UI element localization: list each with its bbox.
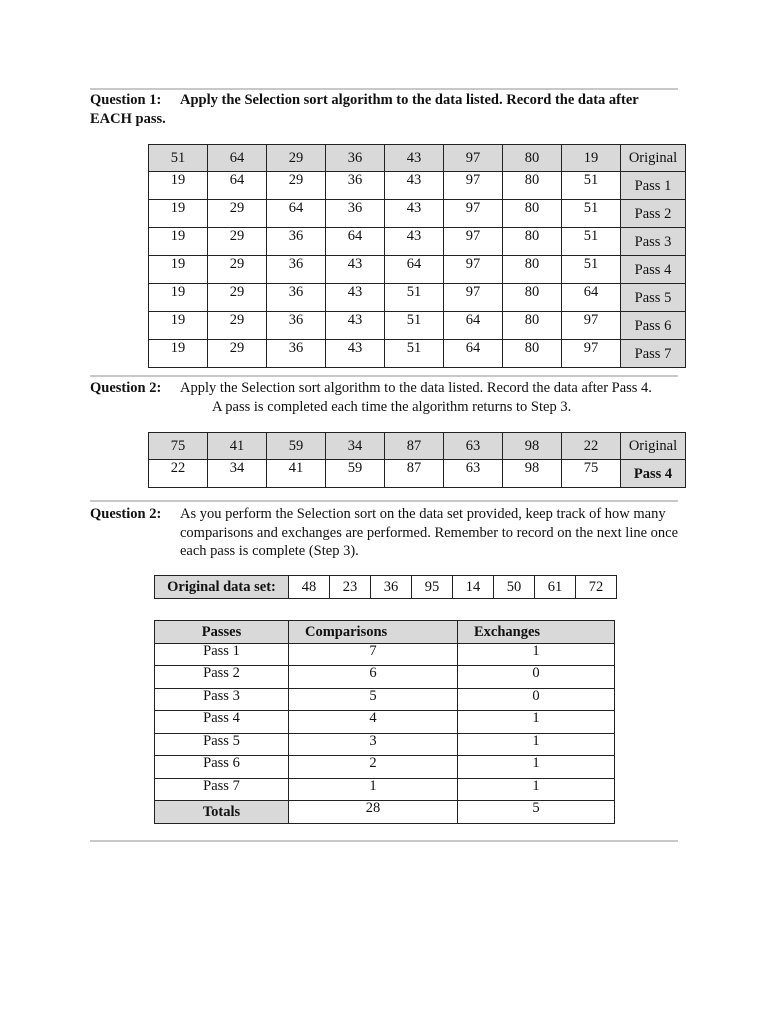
table-cell: 36 [326,145,385,172]
table-cell: 48 [289,576,330,599]
table-cell: 2 [289,756,458,779]
table-row [149,145,686,172]
table-cell: 80 [503,340,562,368]
dataset-label: Original data set: [155,576,289,599]
table-cell: 50 [494,576,535,599]
table-cell: 19 [149,228,208,256]
row-label: Pass 1 [621,172,686,200]
table-cell: 43 [385,172,444,200]
question-2-line-1: Apply the Selection sort algorithm to the data listed. Record the data after Pass 4. [180,380,652,396]
table-row [155,666,615,689]
column-header: Comparisons [289,621,458,644]
question-1-text: Apply the Selection sort algorithm to the data listed. Record the data after EACH pass. [90,92,639,127]
table-cell: 98 [503,460,562,488]
question-2-label: Question 2: [90,380,162,396]
table-cell: 63 [444,433,503,460]
table-cell: 97 [444,145,503,172]
table-cell: 75 [562,460,621,488]
table-cell: 97 [444,172,503,200]
table-row [155,576,617,599]
table-cell: 64 [326,228,385,256]
table-row [149,460,686,488]
table-cell: Pass 2 [155,666,289,689]
table-cell: 1 [458,756,615,779]
table-cell: 43 [326,284,385,312]
table-cell: 64 [208,145,267,172]
table-row [149,433,686,460]
column-header: Exchanges [458,621,615,644]
table-cell: 80 [503,200,562,228]
question-3-text: As you perform the Selection sort on the data set provided, keep track of how many comparisons and exchanges are performed. Remember to record on the next line once each pass is complete (Step 3). [180,506,679,559]
table-cell: 19 [562,145,621,172]
table-cell: 36 [267,312,326,340]
table-cell: 36 [267,284,326,312]
table-header-row [155,621,615,644]
totals-label: Totals [155,801,289,824]
table-cell: 36 [267,256,326,284]
table-cell: 23 [330,576,371,599]
row-label: Pass 5 [621,284,686,312]
question-1-table [148,144,686,368]
section-divider [90,500,678,502]
table-cell: 59 [267,433,326,460]
table-cell: 97 [444,200,503,228]
table-cell: 80 [503,228,562,256]
table-cell: Pass 1 [155,643,289,666]
table-cell: 1 [458,711,615,734]
table-cell: 43 [385,145,444,172]
table-cell: 3 [289,733,458,756]
table-cell: 43 [326,312,385,340]
table-cell: 1 [289,778,458,801]
table-cell: 51 [149,145,208,172]
top-divider [90,88,678,90]
table-cell: 4 [289,711,458,734]
totals-exchanges: 5 [458,801,615,824]
table-row [155,733,615,756]
table-row [155,711,615,734]
table-cell: 29 [267,172,326,200]
table-cell: 19 [149,172,208,200]
table-cell: 6 [289,666,458,689]
row-label: Pass 6 [621,312,686,340]
table-cell: 51 [385,284,444,312]
table-row [149,228,686,256]
table-cell: 29 [208,200,267,228]
table-cell: 43 [326,256,385,284]
table-cell: 64 [444,340,503,368]
table-cell: 0 [458,688,615,711]
table-cell: 51 [562,200,621,228]
table-cell: 29 [208,284,267,312]
table-cell: 51 [562,172,621,200]
row-label: Pass 4 [621,460,686,488]
table-cell: 22 [562,433,621,460]
table-cell: Pass 6 [155,756,289,779]
table-cell: Pass 7 [155,778,289,801]
table-cell: 87 [385,460,444,488]
table-row [149,312,686,340]
table-row [149,172,686,200]
table-cell: 97 [444,228,503,256]
table-cell: Pass 4 [155,711,289,734]
table-cell: 80 [503,145,562,172]
table-cell: 97 [444,256,503,284]
table-cell: 59 [326,460,385,488]
table-cell: 80 [503,284,562,312]
question-2-prompt [90,379,680,416]
table-cell: 43 [385,228,444,256]
totals-row [155,801,615,824]
table-cell: 1 [458,643,615,666]
table-cell: 51 [385,312,444,340]
table-cell: 36 [267,340,326,368]
table-cell: 29 [208,228,267,256]
question-3-prompt [90,505,680,561]
table-cell: Pass 3 [155,688,289,711]
table-cell: 64 [267,200,326,228]
table-row [155,756,615,779]
table-cell: 36 [267,228,326,256]
table-cell: 29 [208,340,267,368]
table-cell: 36 [326,172,385,200]
table-cell: 51 [562,228,621,256]
table-cell: 0 [458,666,615,689]
table-cell: 75 [149,433,208,460]
table-cell: 19 [149,284,208,312]
table-cell: 43 [385,200,444,228]
table-cell: Pass 5 [155,733,289,756]
table-row [155,643,615,666]
table-cell: 22 [149,460,208,488]
table-cell: 63 [444,460,503,488]
table-cell: 41 [267,460,326,488]
table-cell: 29 [208,256,267,284]
table-cell: 80 [503,256,562,284]
table-row [149,340,686,368]
table-cell: 64 [208,172,267,200]
table-cell: 80 [503,172,562,200]
table-cell: 1 [458,778,615,801]
question-2-table [148,432,686,488]
table-cell: 19 [149,340,208,368]
table-row [155,688,615,711]
table-cell: 97 [562,312,621,340]
table-cell: 98 [503,433,562,460]
table-cell: 64 [444,312,503,340]
table-cell: 64 [562,284,621,312]
table-cell: 36 [326,200,385,228]
table-cell: 87 [385,433,444,460]
table-cell: 29 [208,312,267,340]
question-2-line-2: A pass is completed each time the algorithm returns to Step 3. [212,398,572,415]
original-data-set-table [154,575,617,599]
row-label: Pass 7 [621,340,686,368]
table-row [149,256,686,284]
comparisons-exchanges-table [154,620,615,824]
table-cell: 19 [149,200,208,228]
row-label: Original [621,433,686,460]
row-label: Pass 4 [621,256,686,284]
section-divider [90,375,678,377]
table-row [149,200,686,228]
table-cell: 1 [458,733,615,756]
question-3-label: Question 2: [90,506,162,522]
row-label: Original [621,145,686,172]
table-cell: 41 [208,433,267,460]
question-1-prompt [90,91,675,128]
table-row [155,778,615,801]
table-cell: 19 [149,256,208,284]
table-cell: 36 [371,576,412,599]
table-cell: 34 [326,433,385,460]
question-1-label: Question 1: [90,92,162,108]
column-header: Passes [155,621,289,644]
table-cell: 95 [412,576,453,599]
table-cell: 14 [453,576,494,599]
table-cell: 5 [289,688,458,711]
table-cell: 80 [503,312,562,340]
table-cell: 61 [535,576,576,599]
table-cell: 29 [267,145,326,172]
table-cell: 97 [562,340,621,368]
table-cell: 72 [576,576,617,599]
table-cell: 64 [385,256,444,284]
row-label: Pass 3 [621,228,686,256]
table-cell: 34 [208,460,267,488]
table-cell: 51 [385,340,444,368]
table-cell: 97 [444,284,503,312]
table-cell: 7 [289,643,458,666]
table-cell: 51 [562,256,621,284]
totals-comparisons: 28 [289,801,458,824]
bottom-divider [90,840,678,842]
table-row [149,284,686,312]
table-cell: 19 [149,312,208,340]
table-cell: 43 [326,340,385,368]
row-label: Pass 2 [621,200,686,228]
